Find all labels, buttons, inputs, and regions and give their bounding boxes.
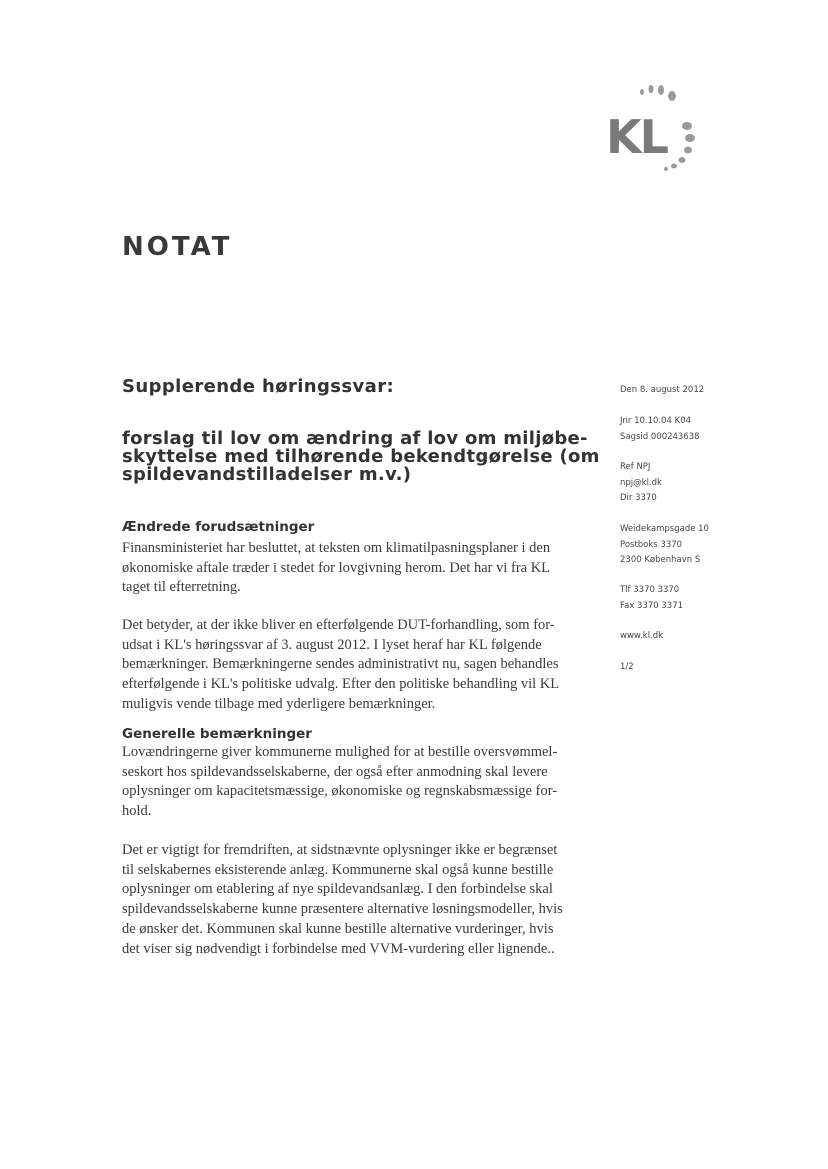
fax-text: Fax 3370 3371 — [620, 600, 684, 611]
sidebar-web — [620, 629, 663, 645]
text-line: efterfølgende i KL's politiske udvalg. Efter den politiske behandling vil KL — [122, 676, 560, 693]
paragraph — [122, 539, 592, 598]
phone-text: Tlf 3370 3370 — [620, 585, 680, 595]
text-line: hold. — [122, 803, 152, 820]
document-subtitle: Supplerende høringssvar: — [122, 376, 395, 397]
title-line: forslag til lov om ændring af lov om miljøbe- — [122, 428, 588, 449]
text-line: økonomiske aftale træder i stedet for lovgivning herom. Det har vi fra KL — [122, 559, 551, 576]
text-line: Det er vigtigt for fremdriften, at sidstnævnte oplysninger ikke er begrænset — [122, 842, 558, 858]
document-type-title: NOTAT — [122, 232, 233, 262]
text-line: udsat i KL's høringssvar af 3. august 2012. I lyset heraf har KL følgende — [122, 636, 542, 653]
paragraph — [122, 841, 592, 959]
sagsid-text: Sagsid 000243638 — [620, 431, 700, 442]
text-line: de ønsker det. Kommunen skal kunne bestille alternative vurderinger, hvis — [122, 920, 554, 937]
page-number — [620, 660, 634, 676]
document-title — [122, 430, 602, 484]
kl-logo — [600, 78, 718, 178]
sidebar-phone — [620, 583, 683, 614]
title-line: skyttelse med tilhørende bekendtgørelse (om — [122, 446, 600, 467]
text-line: oplysninger om etablering af nye spildevandsanlæg. I den forbindelse skal — [122, 881, 553, 898]
date-text: Den 8. august 2012 — [620, 385, 705, 395]
text-line: det viser sig nødvendigt i forbindelse med VVM-vurdering eller lignende.. — [122, 940, 555, 957]
title-line: spildevandstilladelser m.v.) — [122, 464, 412, 485]
city-text: 2300 København S — [620, 555, 701, 565]
logo-text: KL — [606, 110, 667, 164]
sidebar-date — [620, 383, 704, 399]
ref-text: Ref NPJ — [620, 462, 651, 472]
section-heading-aendrede-forudsaetninger: Ændrede forudsætninger — [122, 519, 315, 535]
section-heading-generelle-bemaerkninger: Generelle bemærkninger — [122, 726, 312, 742]
jnr-text: Jnr 10.10.04 K04 — [620, 416, 692, 426]
text-line: Lovændringerne giver kommunerne mulighed for at bestille oversvømmel- — [122, 744, 558, 760]
text-line: taget til efterretning. — [122, 579, 241, 596]
text-line: seskort hos spildevandsselskaberne, der også efter anmodning skal levere — [122, 763, 548, 780]
sidebar-case-info — [620, 414, 700, 445]
text-line: Det betyder, at der ikke bliver en efterfølgende DUT-forhandling, som for- — [122, 617, 555, 633]
dir-text: Dir 3370 — [620, 493, 657, 503]
text-line: til selskabernes eksisterende anlæg. Kommunerne skal også kunne bestille — [122, 861, 554, 878]
text-line: muligvis vende tilbage med yderligere bemærkninger. — [122, 695, 436, 712]
email-text: npj@kl.dk — [620, 477, 662, 488]
street-text: Weidekampsgade 10 — [620, 524, 709, 534]
text-line: bemærkninger. Bemærkningerne sendes administrativt nu, sagen behandles — [122, 656, 559, 673]
text-line: oplysninger om kapacitetsmæssige, økonomiske og regnskabsmæssige for- — [122, 783, 558, 800]
paragraph — [122, 743, 592, 822]
web-text: www.kl.dk — [620, 631, 664, 641]
sidebar-contact — [620, 460, 662, 507]
sidebar-address — [620, 522, 709, 569]
postbox-text: Postboks 3370 — [620, 539, 683, 550]
text-line: Finansministeriet har besluttet, at teksten om klimatilpasningsplaner i den — [122, 540, 551, 556]
text-line: spildevandsselskaberne kunne præsentere alternative løsningsmodeller, hvis — [122, 901, 563, 918]
paragraph — [122, 616, 592, 715]
page-text: 1/2 — [620, 662, 634, 672]
